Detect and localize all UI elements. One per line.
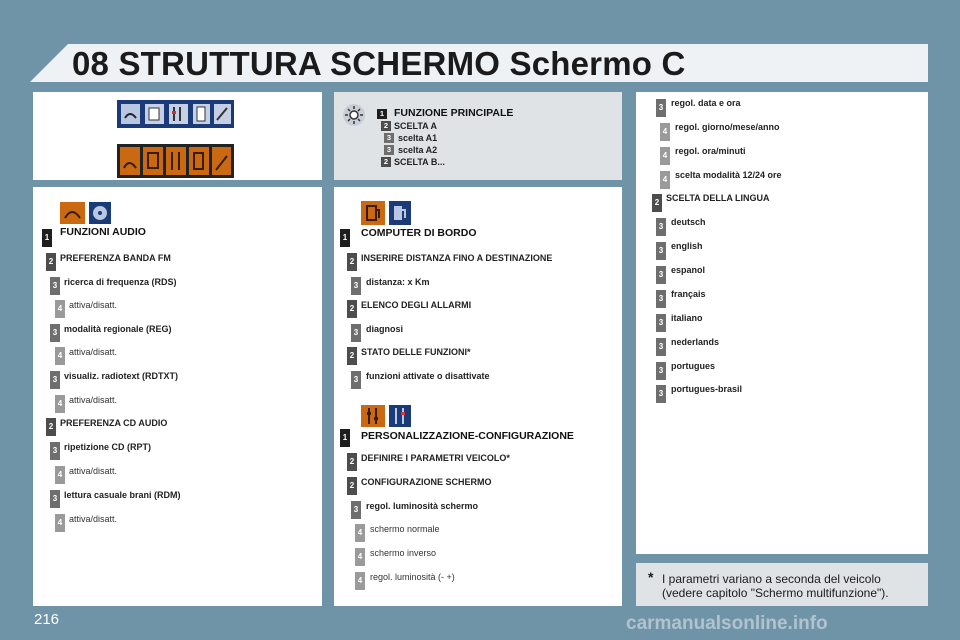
right-item: nederlands [671, 337, 720, 347]
level-badge: 4 [660, 147, 670, 165]
custom-item: regol. luminosità schermo [366, 501, 479, 511]
computer-item: ELENCO DEGLI ALLARMI [361, 300, 472, 310]
custom-item: CONFIGURAZIONE SCHERMO [361, 477, 492, 487]
cd-icon [89, 202, 111, 224]
level-badge: 3 [656, 218, 666, 236]
main-function-item: SCELTA A [394, 121, 437, 131]
level-badge: 3 [50, 442, 60, 460]
level-badge: 4 [355, 548, 365, 566]
audio-item: modalità regionale (REG) [64, 324, 172, 334]
custom-title: PERSONALIZZAZIONE-CONFIGURAZIONE [361, 430, 574, 442]
computer-panel [334, 187, 622, 606]
right-item: regol. ora/minuti [675, 146, 746, 156]
fuel-icon [361, 201, 385, 225]
main-function-panel [334, 92, 622, 180]
computer-item: diagnosi [366, 324, 404, 334]
level-badge: 3 [50, 490, 60, 508]
level-badge: 3 [656, 385, 666, 403]
main-function-item: scelta A2 [398, 145, 438, 155]
level-badge: 3 [50, 324, 60, 342]
level-badge: 3 [351, 324, 361, 342]
audio-title: FUNZIONI AUDIO [60, 226, 146, 238]
audio-item: attiva/disatt. [69, 514, 118, 524]
computer-item: STATO DELLE FUNZIONI* [361, 347, 471, 357]
custom-item: schermo inverso [370, 548, 437, 558]
right-item: SCELTA DELLA LINGUA [666, 193, 770, 203]
audio-icon [121, 104, 140, 124]
level-badge: 3 [656, 314, 666, 332]
menu-icons-light [117, 100, 234, 128]
main-function-title: FUNZIONE PRINCIPALE [394, 107, 514, 119]
level-badge: 4 [355, 524, 365, 542]
computer-item: funzioni attivate o disattivate [366, 371, 490, 381]
level-badge: 4 [55, 466, 65, 484]
main-function-item: scelta A1 [398, 133, 438, 143]
footnote [648, 569, 889, 600]
level-badge: 4 [660, 171, 670, 189]
right-item: portugues [671, 361, 715, 371]
level-badge: 3 [656, 266, 666, 284]
level-badge: 4 [55, 347, 65, 365]
right-item: français [671, 289, 706, 299]
level-badge: 1 [340, 229, 350, 247]
language-panel [636, 92, 928, 554]
audio-item: attiva/disatt. [69, 395, 118, 405]
level-badge: 3 [656, 242, 666, 260]
level-badge: 4 [55, 514, 65, 532]
level-badge: 1 [42, 229, 52, 247]
right-item: english [671, 241, 703, 251]
fuel-icon-alt [389, 201, 411, 225]
level-badge: 3 [656, 338, 666, 356]
level-badge: 3 [656, 99, 666, 117]
right-item: italiano [671, 313, 703, 323]
level-badge: 3 [656, 362, 666, 380]
sun-icon [342, 103, 366, 127]
settings-icon [169, 104, 188, 124]
computer-title: COMPUTER DI BORDO [361, 227, 477, 239]
footnote-line-1: I parametri variano a seconda del veicolo [662, 572, 881, 586]
watermark: carmanualsonline.info [626, 613, 828, 634]
level-badge: 2 [347, 253, 357, 271]
right-item: scelta modalità 12/24 ore [675, 170, 782, 180]
level-badge: 3 [656, 290, 666, 308]
level-badge: 4 [55, 300, 65, 318]
footnote-star: * [648, 569, 654, 585]
level-badge: 4 [355, 572, 365, 590]
audio-item: PREFERENZA CD AUDIO [60, 418, 168, 428]
tools-icon [214, 104, 231, 124]
main-function-item: SCELTA B... [394, 157, 445, 167]
right-item: portugues-brasil [671, 384, 743, 394]
right-item: regol. data e ora [671, 98, 741, 108]
page-title: 08 STRUTTURA SCHERMO Schermo C [72, 45, 686, 82]
level-badge: 3 [50, 277, 60, 295]
level-badge: 3 [351, 371, 361, 389]
audio-item: ricerca di frequenza (RDS) [64, 277, 177, 287]
phone-icon [193, 104, 210, 124]
level-badge: 1 [377, 109, 387, 119]
computer-item: INSERIRE DISTANZA FINO A DESTINAZIONE [361, 253, 553, 263]
custom-item: regol. luminosità (- +) [370, 572, 455, 582]
page-number: 216 [34, 611, 60, 628]
audio-item: lettura casuale brani (RDM) [64, 490, 181, 500]
level-badge: 3 [50, 371, 60, 389]
level-badge: 4 [55, 395, 65, 413]
level-badge: 2 [46, 253, 56, 271]
footnote-line-2: (vedere capitolo "Schermo multifunzione"). [662, 586, 889, 600]
right-item: espanol [671, 265, 706, 275]
level-badge: 3 [351, 501, 361, 519]
level-badge: 3 [351, 277, 361, 295]
level-badge: 2 [381, 157, 391, 167]
level-badge: 1 [340, 429, 350, 447]
menu-icons-dark [117, 144, 234, 178]
level-badge: 2 [347, 477, 357, 495]
settings-icon [361, 405, 385, 427]
audio-item: ripetizione CD (RPT) [64, 442, 151, 452]
level-badge: 3 [384, 133, 394, 143]
right-item: deutsch [671, 217, 706, 227]
custom-item: DEFINIRE I PARAMETRI VEICOLO* [361, 453, 510, 463]
level-badge: 2 [347, 453, 357, 471]
right-item: regol. giorno/mese/anno [675, 122, 780, 132]
audio-item: attiva/disatt. [69, 300, 118, 310]
level-badge: 2 [46, 418, 56, 436]
audio-item: visualiz. radiotext (RDTXT) [64, 371, 179, 381]
custom-item: schermo normale [370, 524, 440, 534]
level-badge: 3 [384, 145, 394, 155]
level-badge: 2 [381, 121, 391, 131]
level-badge: 2 [347, 300, 357, 318]
audio-item: attiva/disatt. [69, 466, 118, 476]
level-badge: 2 [347, 347, 357, 365]
audio-item: attiva/disatt. [69, 347, 118, 357]
computer-item: distanza: x Km [366, 277, 430, 287]
level-badge: 2 [652, 194, 662, 212]
settings-icon-alt [389, 405, 411, 427]
document-icon [145, 104, 164, 124]
audio-item: PREFERENZA BANDA FM [60, 253, 171, 263]
level-badge: 4 [660, 123, 670, 141]
audio-icon [60, 202, 85, 224]
